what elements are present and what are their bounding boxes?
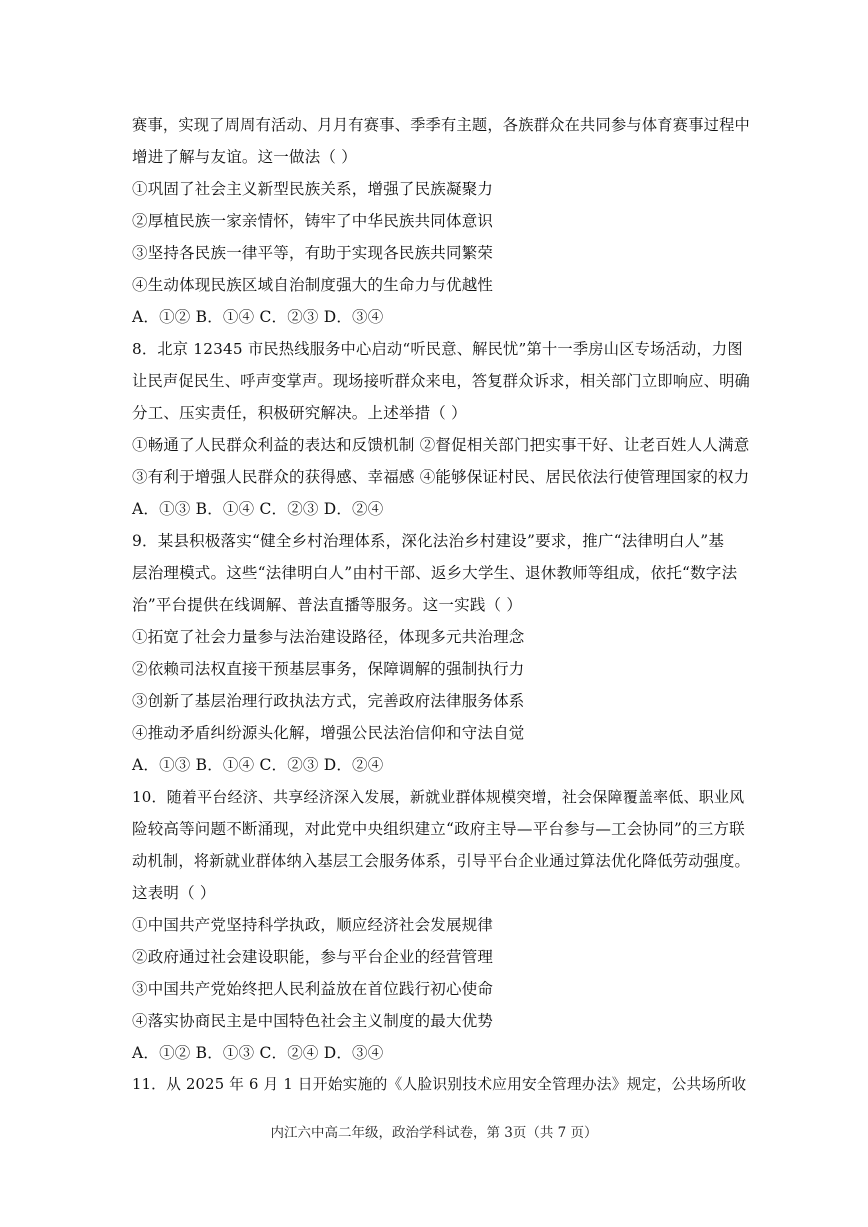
text-line: 让民声促民生、呼声变掌声。现场接听群众来电，答复群众诉求，相关部门立即响应、明确	[132, 372, 750, 390]
option-line: ①中国共产党坚持科学执政，顺应经济社会发展规律	[132, 916, 494, 934]
text-line: 治”平台提供在线调解、普法直播等服务。这一实践（ ）	[132, 596, 523, 614]
option-line: ②政府通过社会建设职能，参与平台企业的经营管理	[132, 948, 494, 966]
question-11: 11．从 2025 年 6 月 1 日开始实施的《人脸识别技术应用安全管理办法》规定，公共场所收	[132, 1076, 747, 1093]
text-line: 层治理模式。这些“法律明白人”由村干部、返乡大学生、退休教师等组成，依托“数字法	[132, 564, 738, 582]
answer-choices: A．①② B．①④ C．②③ D．③④	[132, 308, 384, 326]
option-line: ④推动矛盾纠纷源头化解，增强公民法治信仰和守法自觉	[132, 724, 525, 742]
answer-choices: A．①③ B．①④ C．②③ D．②④	[132, 500, 384, 518]
text-line: 赛事，实现了周周有活动、月月有赛事、季季有主题，各族群众在共同参与体育赛事过程中	[132, 116, 750, 134]
answer-choices: A．①② B．①③ C．②④ D．③④	[132, 1044, 384, 1062]
option-line: ②依赖司法权直接干预基层事务，保障调解的强制执行力	[132, 660, 525, 678]
option-line: ②厚植民族一家亲情怀，铸牢了中华民族共同体意识	[132, 212, 494, 230]
question-10: 10．随着平台经济、共享经济深入发展，新就业群体规模突增，社会保障覆盖率低、职业风	[132, 788, 745, 806]
text-line: 动机制，将新就业群体纳入基层工会服务体系，引导平台企业通过算法优化降低劳动强度。	[132, 852, 750, 870]
option-line: ③有利于增强人民群众的获得感、幸福感 ④能够保证村民、居民依法行使管理国家的权力	[132, 468, 750, 486]
option-line: ①畅通了人民群众利益的表达和反馈机制 ②督促相关部门把实事干好、让老百姓人人满意	[132, 436, 750, 454]
text-line: 险较高等问题不断涌现，对此党中央组织建立“政府主导—平台参与—工会协同”的三方联	[132, 820, 745, 838]
option-line: ③中国共产党始终把人民利益放在首位践行初心使命	[132, 980, 494, 998]
question-8: 8．北京 12345 市民热线服务中心启动“听民意、解民忧”第十一季房山区专场活动，力图	[132, 340, 743, 358]
question-9: 9．某县积极落实“健全乡村治理体系，深化法治乡村建设”要求，推广“法律明白人”基	[132, 532, 725, 550]
option-line: ③坚持各民族一律平等，有助于实现各民族共同繁荣	[132, 244, 494, 262]
text-line: 增进了解与友谊。这一做法（ ）	[132, 148, 357, 166]
page-footer: 内江六中高二年级，政治学科试卷，第 3页（共 7 页）	[270, 1125, 598, 1141]
option-line: ③创新了基层治理行政执法方式，完善政府法律服务体系	[132, 692, 525, 710]
answer-choices: A．①③ B．①④ C．②③ D．②④	[132, 756, 384, 774]
option-line: ④生动体现民族区域自治制度强大的生命力与优越性	[132, 276, 494, 294]
option-line: ①巩固了社会主义新型民族关系，增强了民族凝聚力	[132, 180, 494, 198]
option-line: ①拓宽了社会力量参与法治建设路径，体现多元共治理念	[132, 628, 525, 646]
text-line: 这表明（ ）	[132, 884, 216, 902]
text-line: 分工、压实责任，积极研究解决。上述举措（ ）	[132, 404, 467, 422]
option-line: ④落实协商民主是中国特色社会主义制度的最大优势	[132, 1012, 494, 1030]
